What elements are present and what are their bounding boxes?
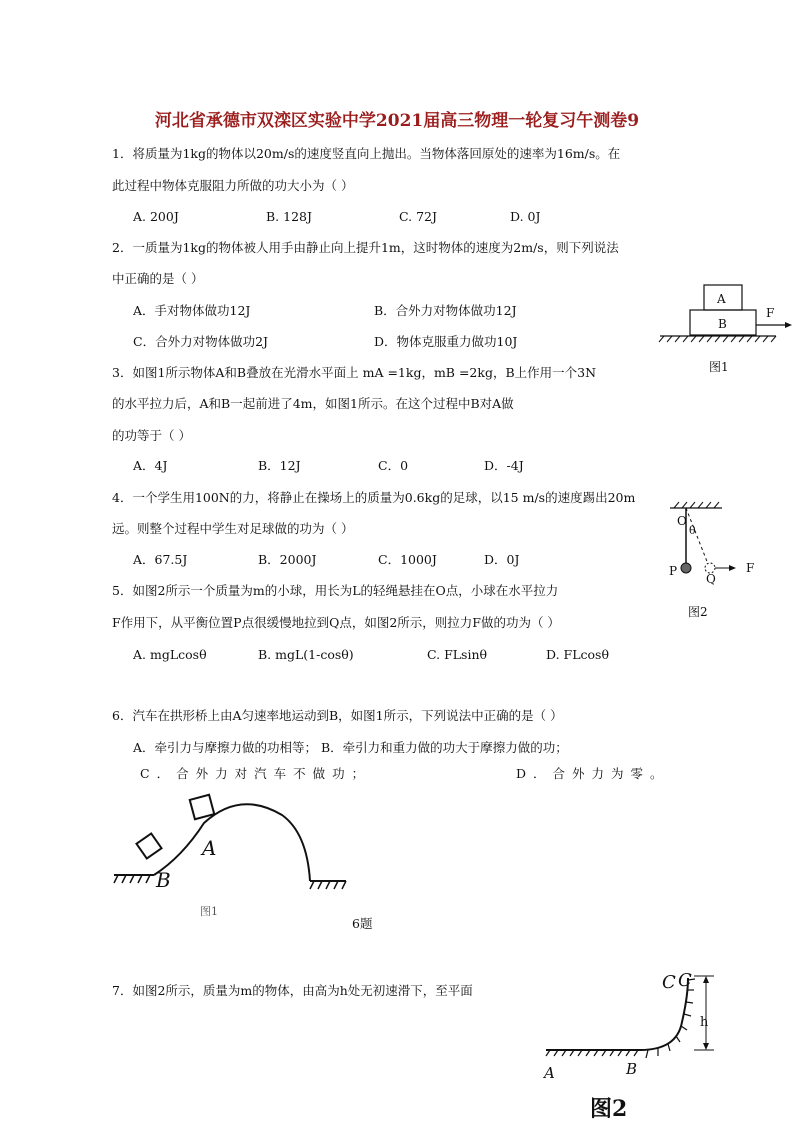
label-p: P: [669, 564, 678, 578]
q3-line1: 3．如图1所示物体A和B叠放在光滑水平面上 mA =1kg，mB =2kg，B上作用一个3N: [112, 365, 597, 380]
q6-line1: 6．汽车在拱形桥上由A匀速率地运动到B，如图1所示，下列说法中正确的是（ ）: [112, 708, 563, 723]
q4-option-b: B．2000J: [258, 552, 317, 567]
q3-line2: 的水平拉力后，A和B一起前进了4m，如图1所示。在这个过程中B对A做: [112, 396, 514, 411]
figure-2-caption: 图2: [688, 605, 708, 619]
q4-line2: 远。则整个过程中学生对足球做的功为（ ）: [112, 521, 354, 536]
q1-line1: 1．将质量为1kg的物体以20m/s的速度竖直向上抛出。当物体落回原处的速率为16m/s。在: [112, 146, 621, 161]
q2-option-d: D．物体克服重力做功10J: [374, 334, 518, 349]
q4-option-d: D．0J: [484, 552, 520, 567]
q2-line2: 中正确的是（ ）: [112, 271, 204, 286]
q2-option-a: A．手对物体做功12J: [133, 303, 251, 318]
q5-line2: F作用下，从平衡位置P点很缓慢地拉到Q点，如图2所示，则拉力F做的功为（ ）: [112, 615, 560, 630]
q5-option-b: B. mgL(1-cosθ): [258, 647, 354, 662]
page-title: 河北省承德市双滦区实验中学2021届高三物理一轮复习午测卷9: [154, 111, 640, 131]
arch-curve: [154, 804, 310, 881]
q1-line2: 此过程中物体克服阻力所做的功大小为（ ）: [112, 178, 354, 193]
q1-option-d: D. 0J: [510, 209, 541, 224]
figure-6-arch-bridge: [112, 785, 352, 925]
label-a: A: [717, 292, 726, 306]
figure-6-caption: 6题: [352, 916, 373, 931]
q6-option-ab: A．牵引力与摩擦力做的功相等； B．牵引力和重力做的功大于摩擦力做的功；: [133, 740, 568, 755]
label-f: F: [746, 561, 755, 575]
q7-line1: 7．如图2所示，质量为m的物体，由高为h处无初速滑下，至平面: [112, 983, 473, 998]
label-c: C: [662, 972, 676, 993]
label-c-second: C: [678, 970, 692, 991]
q3-option-b: B．12J: [258, 458, 301, 473]
figure-7-ramp: [542, 966, 742, 1121]
label-theta: θ: [689, 524, 696, 537]
q4-option-a: A．67.5J: [133, 552, 188, 567]
q5-option-a: A. mgLcosθ: [133, 647, 207, 662]
figure-2-pendulum: [660, 500, 780, 625]
figure-6-inner-label: 图1: [200, 905, 218, 918]
q2-line1: 2．一质量为1kg的物体被人用手由静止向上提升1m，这时物体的速度为2m/s，则下列说法: [112, 240, 619, 255]
label-a: A: [202, 836, 217, 860]
q3-option-a: A．4J: [133, 458, 168, 473]
label-f: F: [766, 306, 775, 320]
q1-option-a: A. 200J: [133, 209, 179, 224]
q2-option-c: C．合外力对物体做功2J: [133, 334, 269, 349]
q3-line3: 的功等于（ ）: [112, 428, 191, 443]
ball-p: [681, 563, 691, 573]
label-b: B: [156, 868, 171, 892]
figure-1-blocks: [656, 280, 794, 380]
car-at-a: [190, 795, 214, 819]
q1-option-b: B. 128J: [266, 209, 313, 224]
q2-option-b: B．合外力对物体做功12J: [374, 303, 517, 318]
q4-line1: 4．一个学生用100N的力，将静止在操场上的质量为0.6kg的足球，以15 m/s的速度踢出20m: [112, 490, 636, 505]
q6-option-d: D．合外力为零。: [516, 766, 670, 781]
label-a: A: [544, 1064, 555, 1082]
q4-option-c: C．1000J: [378, 552, 437, 567]
car-at-b: [136, 833, 161, 858]
figure-1-caption: 图1: [709, 360, 729, 374]
figure-7-caption: 图2: [590, 1096, 628, 1122]
label-b: B: [718, 317, 727, 331]
label-o: O: [677, 514, 687, 528]
q1-option-c: C. 72J: [399, 209, 437, 224]
q5-line1: 5．如图2所示一个质量为m的小球，用长为L的轻绳悬挂在O点，小球在水平拉力: [112, 583, 559, 598]
q6-option-c: C．合外力对汽车不做功；: [140, 766, 372, 781]
q3-option-d: D．-4J: [484, 458, 524, 473]
label-q: Q: [706, 572, 716, 586]
q3-option-c: C．0: [378, 458, 409, 473]
label-h: h: [700, 1015, 709, 1030]
q5-option-d: D. FLcosθ: [546, 647, 609, 662]
label-b: B: [626, 1060, 638, 1078]
q5-option-c: C. FLsinθ: [427, 647, 488, 662]
